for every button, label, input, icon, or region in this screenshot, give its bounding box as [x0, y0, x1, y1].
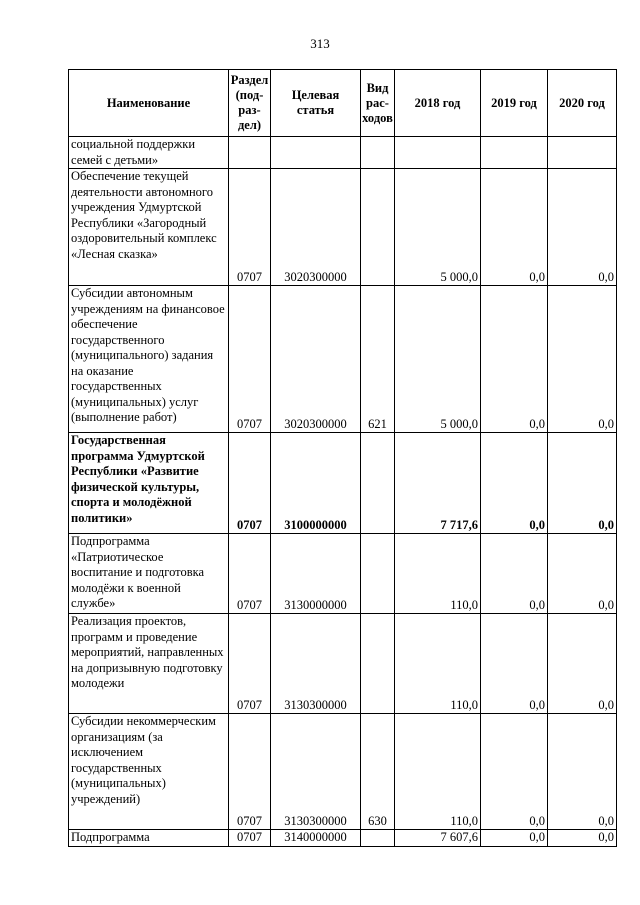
- row-name: Субсидии автономным учреждениям на финансовое обеспечение государственного (муниципального) задания на оказание государственных (муниципальных) услуг (выполнение работ): [69, 286, 229, 433]
- table-row: [69, 286, 617, 433]
- row-2019: 0,0: [481, 286, 548, 433]
- row-2020: 0,0: [548, 534, 617, 614]
- row-2020: [548, 137, 617, 169]
- row-2020: 0,0: [548, 614, 617, 714]
- row-2018: 110,0: [395, 534, 481, 614]
- row-name: Государственная программа Удмуртской Республики «Развитие физической культуры, спорта и молодёжной политики»: [69, 433, 229, 534]
- row-2020: 0,0: [548, 433, 617, 534]
- row-section: 0707: [229, 614, 271, 714]
- header-2018: 2018 год: [395, 70, 481, 137]
- row-section: 0707: [229, 714, 271, 830]
- row-2019: 0,0: [481, 714, 548, 830]
- row-2018: 110,0: [395, 714, 481, 830]
- row-2020: 0,0: [548, 714, 617, 830]
- row-section: [229, 137, 271, 169]
- row-type: [361, 534, 395, 614]
- row-target: 3100000000: [271, 433, 361, 534]
- row-type: [361, 169, 395, 286]
- row-type: 621: [361, 286, 395, 433]
- row-target: 3140000000: [271, 830, 361, 847]
- row-type: [361, 830, 395, 847]
- table-row: [69, 830, 617, 847]
- table-row: [69, 433, 617, 534]
- row-name: Подпрограмма: [69, 830, 229, 847]
- row-section: 0707: [229, 169, 271, 286]
- row-section: 0707: [229, 534, 271, 614]
- header-2019: 2019 год: [481, 70, 548, 137]
- row-2019: 0,0: [481, 169, 548, 286]
- row-name: социальной поддержки семей с детьми»: [69, 137, 229, 169]
- row-section: 0707: [229, 286, 271, 433]
- row-type: 630: [361, 714, 395, 830]
- header-2020: 2020 год: [548, 70, 617, 137]
- row-2020: 0,0: [548, 830, 617, 847]
- header-name: Наименование: [69, 70, 229, 137]
- row-2018: 7 717,6: [395, 433, 481, 534]
- table-row: [69, 169, 617, 286]
- row-2019: 0,0: [481, 433, 548, 534]
- row-name: Подпрограмма «Патриотическое воспитание и подготовка молодёжи к военной службе»: [69, 534, 229, 614]
- row-name: Реализация проектов, программ и проведение мероприятий, направленных на допризывную подготовку молодежи: [69, 614, 229, 714]
- table-row: [69, 614, 617, 714]
- row-2019: 0,0: [481, 830, 548, 847]
- row-target: 3020300000: [271, 286, 361, 433]
- row-2020: 0,0: [548, 286, 617, 433]
- page-number: 313: [310, 36, 330, 51]
- row-2018: [395, 137, 481, 169]
- budget-table: [68, 69, 617, 847]
- row-type: [361, 614, 395, 714]
- row-2018: 5 000,0: [395, 169, 481, 286]
- table-row: [69, 137, 617, 169]
- row-2018: 7 607,6: [395, 830, 481, 847]
- row-target: 3130300000: [271, 714, 361, 830]
- row-target: [271, 137, 361, 169]
- row-2019: 0,0: [481, 614, 548, 714]
- row-name: Субсидии некоммерческим организациям (за исключением государственных (муниципальных) учреждений): [69, 714, 229, 830]
- header-row: [69, 70, 617, 137]
- row-2020: 0,0: [548, 169, 617, 286]
- row-type: [361, 433, 395, 534]
- row-2019: 0,0: [481, 534, 548, 614]
- row-2018: 110,0: [395, 614, 481, 714]
- row-target: 3020300000: [271, 169, 361, 286]
- header-target: Целевая статья: [271, 70, 361, 137]
- table-row: [69, 714, 617, 830]
- table-row: [69, 534, 617, 614]
- row-2019: [481, 137, 548, 169]
- row-section: 0707: [229, 830, 271, 847]
- row-target: 3130000000: [271, 534, 361, 614]
- row-name: Обеспечение текущей деятельности автономного учреждения Удмуртской Республики «Загородный оздоровительный комплекс «Лесная сказка»: [69, 169, 229, 286]
- row-section: 0707: [229, 433, 271, 534]
- row-type: [361, 137, 395, 169]
- header-section: Раздел (под- раз- дел): [229, 70, 271, 137]
- row-target: 3130300000: [271, 614, 361, 714]
- row-2018: 5 000,0: [395, 286, 481, 433]
- header-type: Вид рас- ходов: [361, 70, 395, 137]
